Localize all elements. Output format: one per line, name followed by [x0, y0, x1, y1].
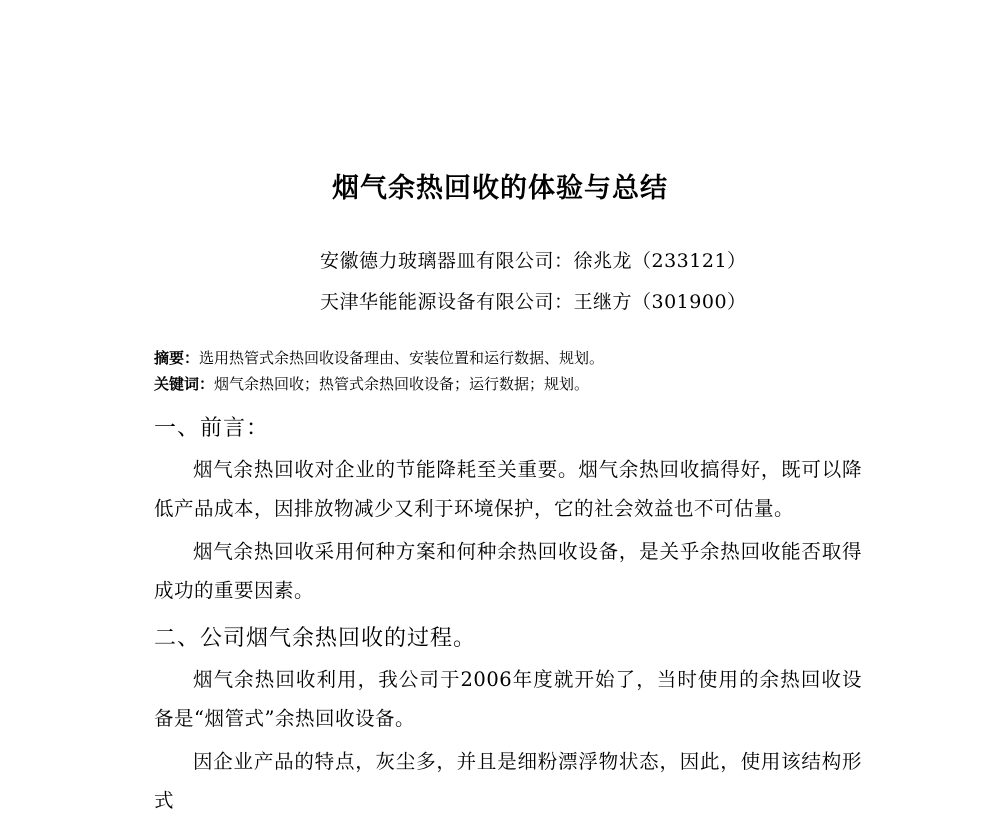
process-paragraph-1: 烟气余热回收利用，我公司于2006年度就开始了，当时使用的余热回收设备是“烟管式”余热回收设备。 — [154, 668, 862, 730]
keywords — [154, 373, 589, 394]
author-affiliation-1: 安徽德力玻璃器皿有限公司：徐兆龙（233121） — [320, 250, 747, 272]
abstract-label: 摘要： — [154, 349, 200, 367]
author-affiliation-2: 天津华能能源设备有限公司：王继方（301900） — [320, 291, 747, 313]
keywords-label: 关键词： — [154, 375, 215, 393]
abstract-text: 选用热管式余热回收设备理由、安装位置和运行数据、规划。 — [199, 349, 605, 367]
process-paragraph-2: 因企业产品的特点，灰尘多，并且是细粉漂浮物状态，因此，使用该结构形式 — [154, 750, 862, 812]
paper-title: 烟气余热回收的体验与总结 — [332, 173, 668, 204]
intro-paragraph-2: 烟气余热回收采用何种方案和何种余热回收设备，是关乎余热回收能否取得成功的重要因素。 — [154, 540, 862, 602]
keywords-text: 烟气余热回收；热管式余热回收设备；运行数据；规划。 — [214, 375, 590, 393]
section-heading-process: 二、公司烟气余热回收的过程。 — [154, 626, 477, 651]
intro-paragraph-1: 烟气余热回收对企业的节能降耗至关重要。烟气余热回收搞得好，既可以降低产品成本，因排放物减少又利于环境保护，它的社会效益也不可估量。 — [154, 458, 862, 520]
abstract — [154, 347, 604, 368]
section-heading-intro: 一、前言： — [154, 416, 270, 441]
